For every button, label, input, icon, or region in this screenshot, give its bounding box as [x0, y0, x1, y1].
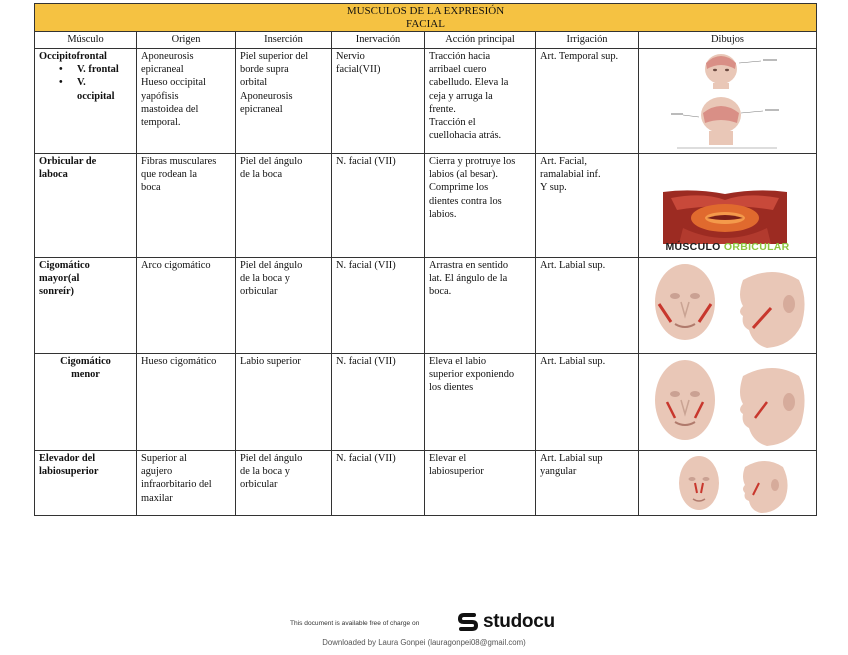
- zygomaticus-minor-illustration: [639, 353, 817, 450]
- studocu-logo[interactable]: [457, 611, 555, 633]
- muscle-name: Orbicular de laboca: [35, 153, 137, 257]
- innervation-cell: N. facial (VII): [332, 353, 425, 450]
- muscle-name: Cigomático menor: [35, 353, 137, 450]
- column-header: Irrigación: [536, 32, 639, 48]
- muscles-table: [34, 3, 817, 516]
- innervation-cell: N. facial (VII): [332, 257, 425, 353]
- origin-cell: Fibras musculares que rodean la boca: [137, 153, 236, 257]
- studocu-brand-text: studocu: [483, 611, 555, 632]
- column-header: Acción principal: [425, 32, 536, 48]
- column-header: Inserción: [236, 32, 332, 48]
- muscle-cell: [35, 48, 137, 153]
- orbicularis-oris-illustration: [639, 153, 817, 257]
- insertion-cell: Piel del ángulo de la boca: [236, 153, 332, 257]
- origin-cell: Hueso cigomático: [137, 353, 236, 450]
- table-row: [35, 153, 817, 257]
- column-header: Dibujos: [639, 32, 817, 48]
- list-item: • V. occipital: [59, 76, 132, 103]
- orbicular-caption: MÚSCULO ORBICULAR: [665, 241, 790, 254]
- action-cell: Tracción hacia arribael cuero cabelludo. Eleva la ceja y arruga la frente. Tracción el cuellohacia atrás.: [425, 48, 536, 153]
- action-cell: Eleva el labio superior exponiendo los dientes: [425, 353, 536, 450]
- table-row: [35, 48, 817, 153]
- occipitofrontal-illustration: [639, 48, 817, 153]
- muscle-name: Elevador del labiosuperior: [35, 450, 137, 515]
- column-header: Origen: [137, 32, 236, 48]
- action-cell: Arrastra en sentido lat. El ángulo de la boca.: [425, 257, 536, 353]
- action-cell: Elevar el labiosuperior: [425, 450, 536, 515]
- insertion-cell: Piel superior del borde supra orbital Aponeurosis epicraneal: [236, 48, 332, 153]
- table-row: [35, 450, 817, 515]
- levator-labii-illustration: [639, 450, 817, 515]
- irrigation-cell: Art. Temporal sup.: [536, 48, 639, 153]
- insertion-cell: Labio superior: [236, 353, 332, 450]
- insertion-cell: Piel del ángulo de la boca y orbicular: [236, 450, 332, 515]
- irrigation-cell: Art. Facial, ramalabial inf. Y sup.: [536, 153, 639, 257]
- innervation-cell: Nervio facial(VII): [332, 48, 425, 153]
- muscle-subitems: [39, 63, 132, 103]
- column-header: Inervación: [332, 32, 425, 48]
- irrigation-cell: Art. Labial sup.: [536, 257, 639, 353]
- muscle-name: Cigomático mayor(al sonreír): [35, 257, 137, 353]
- column-header: Músculo: [35, 32, 137, 48]
- table-header-row: [35, 32, 817, 48]
- innervation-cell: N. facial (VII): [332, 450, 425, 515]
- action-cell: Cierra y protruye los labios (al besar). Comprime los dientes contra los labios.: [425, 153, 536, 257]
- table-title: [35, 4, 817, 32]
- muscle-name: Occipitofrontal: [39, 50, 107, 62]
- origin-cell: Aponeurosis epicraneal Hueso occipital yapófisis mastoidea del temporal.: [137, 48, 236, 153]
- document-page: [34, 3, 816, 516]
- insertion-cell: Piel del ángulo de la boca y orbicular: [236, 257, 332, 353]
- list-item: • V. frontal: [59, 63, 132, 76]
- innervation-cell: N. facial (VII): [332, 153, 425, 257]
- availability-note: This document is available free of charge on: [290, 620, 420, 627]
- table-title-line2: FACIAL: [406, 17, 445, 30]
- irrigation-cell: Art. Labial sup.: [536, 353, 639, 450]
- origin-cell: Superior al agujero infraorbitario del maxilar: [137, 450, 236, 515]
- origin-cell: Arco cigomático: [137, 257, 236, 353]
- table-row: [35, 257, 817, 353]
- zygomaticus-major-illustration: [639, 257, 817, 353]
- table-row: [35, 353, 817, 450]
- download-attribution: Downloaded by Laura Gonpei (lauragonpei08@gmail.com): [322, 638, 526, 647]
- irrigation-cell: Art. Labial sup yangular: [536, 450, 639, 515]
- table-title-line1: MUSCULOS DE LA EXPRESIÓN: [346, 5, 505, 17]
- studocu-s-icon: [457, 611, 479, 633]
